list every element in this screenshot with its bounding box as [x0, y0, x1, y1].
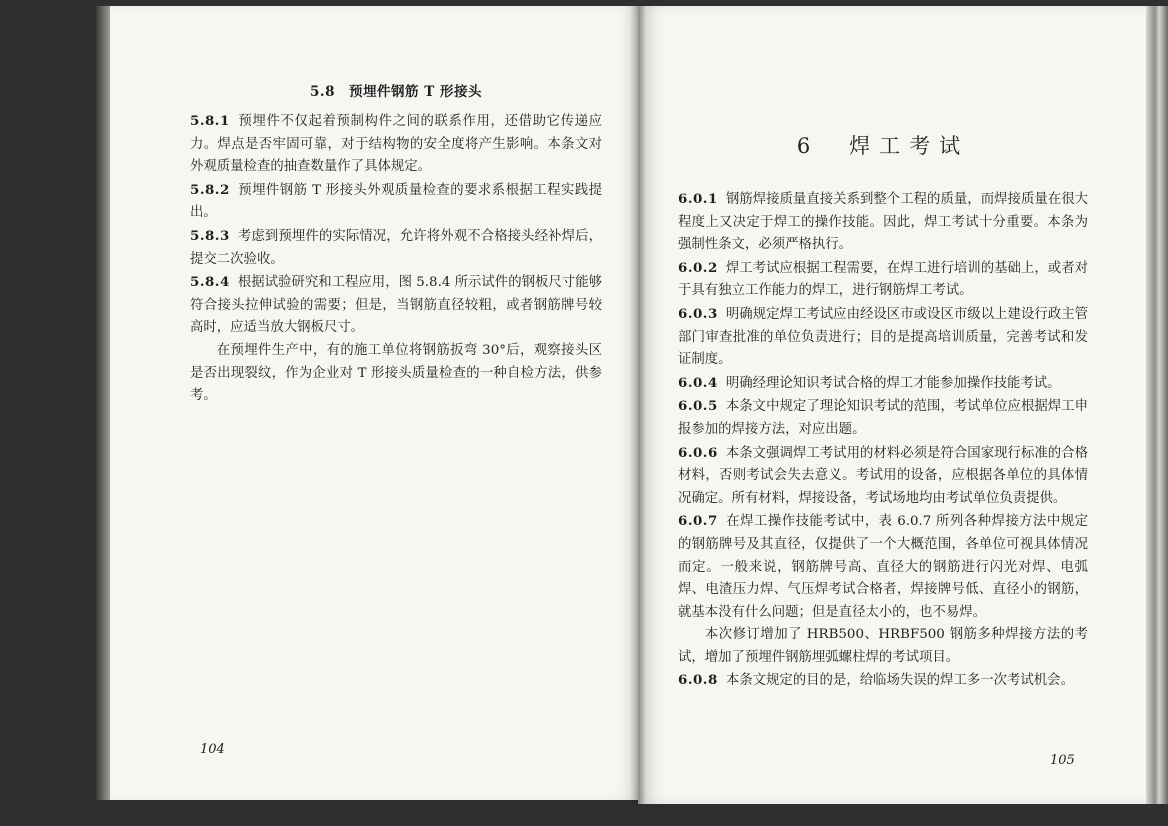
- clause-6-0-7-continued: [678, 624, 1088, 669]
- clause-text: 钢筋焊接质量直接关系到整个工程的质量，而焊接质量在很大程度上又决定于焊工的操作技能。因此，焊工考试十分重要。本条为强制性条文，必须严格执行。: [678, 192, 1088, 253]
- clause-text: 焊工考试应根据工程需要，在焊工进行培训的基础上，或者对于具有独立工作能力的焊工，进行钢筋焊工考试。: [678, 260, 1088, 299]
- clause-text: 在焊工操作技能考试中，表 6.0.7 所列各种焊接方法中规定的钢筋牌号及其直径，仅提供了一个大概范围，各单位可视具体情况而定。一般来说，钢筋牌号高、直径大的钢筋进行闪光对焊、电弧焊、电渣压力焊、气压焊考试合格者，焊接牌号低、直径小的钢筋，就基本没有什么问题；但是直径太小的，也不易焊。: [678, 514, 1088, 620]
- clause-6-0-4: [678, 372, 1088, 396]
- clause-text: 根据试验研究和工程应用，图 5.8.4 所示试件的钢板尺寸能够符合接头拉伸试验的需要；但是，当钢筋直径较粗，或者钢筋牌号较高时，应适当放大钢板尺寸。: [190, 275, 602, 336]
- clause-number: 6.0.5: [678, 398, 718, 415]
- clause-text: 本条文规定的目的是，给临场失误的焊工多一次考试机会。: [725, 673, 1074, 689]
- clause-text: 预埋件钢筋 T 形接头外观质量检查的要求系根据工程实践提出。: [190, 182, 602, 221]
- clause-text: 预埋件不仅起着预制构件之间的联系作用，还借助它传递应力。焊点是否牢固可靠，对于结构物的安全度将产生影响。本条文对外观质量检查的抽查数量作了具体规定。: [190, 114, 602, 175]
- clause-number: 5.8.2: [190, 181, 230, 198]
- clause-6-0-2: [678, 257, 1088, 303]
- page-number-left: 104: [200, 742, 225, 757]
- clause-6-0-8: [678, 669, 1088, 693]
- clause-number: 6.0.1: [678, 191, 718, 207]
- clause-text: 本条文中规定了理论知识考试的范围，考试单位应根据焊工申报参加的焊接方法，对应出题。: [678, 399, 1088, 437]
- clause-5-8-2: [190, 179, 602, 225]
- clause-6-0-6: [678, 442, 1088, 511]
- clause-text: 明确经理论知识考试合格的焊工才能参加操作技能考试。: [725, 375, 1061, 391]
- clause-number: 6.0.2: [678, 259, 718, 276]
- chapter-title: 6 焊工考试: [796, 134, 970, 158]
- page-edge-strip: [1146, 6, 1168, 804]
- clause-5-8-4-continued: [190, 340, 602, 408]
- clause-text: 考虑到预埋件的实际情况，允许将外观不合格接头经补焊后，提交二次验收。: [190, 228, 602, 267]
- clause-6-0-3: [678, 303, 1088, 372]
- clause-number: 6.0.6: [678, 444, 718, 461]
- clause-5-8-1: [190, 110, 602, 179]
- book-binding: [630, 6, 646, 804]
- clause-number: 5.8.4: [190, 274, 230, 291]
- right-page-body: [678, 188, 1088, 693]
- page-number-right: 105: [1050, 753, 1075, 768]
- clause-number: 6.0.3: [678, 305, 718, 322]
- clause-number: 6.0.8: [678, 672, 718, 689]
- clause-5-8-3: [190, 225, 602, 271]
- clause-5-8-4: [190, 271, 602, 340]
- clause-number: 5.8.1: [190, 113, 230, 129]
- clause-number: 6.0.7: [678, 513, 718, 530]
- clause-text: 明确规定焊工考试应由经设区市或设区市级以上建设行政主管部门审查批准的单位负责进行；目的是提高培训质量，完善考试和发证制度。: [678, 306, 1088, 368]
- left-page-body: [190, 110, 602, 408]
- clause-text: 本次修订增加了 HRB500、HRBF500 钢筋多种焊接方法的考试，增加了预埋件钢筋埋弧螺柱焊的考试项目。: [678, 627, 1088, 665]
- clause-number: 5.8.3: [190, 227, 230, 244]
- clause-text: 在预埋件生产中，有的施工单位将钢筋扳弯 30°后，观察接头区是否出现裂纹，作为企业对 T 形接头质量检查的一种自检方法，供参考。: [190, 342, 602, 404]
- clause-6-0-7: [678, 510, 1088, 624]
- section-title: 5.8 预埋件钢筋 T 形接头: [310, 84, 482, 100]
- clause-6-0-5: [678, 395, 1088, 441]
- clause-number: 6.0.4: [678, 374, 718, 391]
- clause-text: 本条文强调焊工考试用的材料必须是符合国家现行标准的合格材料，否则考试会失去意义。考试用的设备，应根据各单位的具体情况确定。所有材料，焊接设备，考试场地均由考试单位负责提供。: [678, 445, 1088, 506]
- clause-6-0-1: [678, 188, 1088, 257]
- left-page-shadow: [96, 6, 110, 800]
